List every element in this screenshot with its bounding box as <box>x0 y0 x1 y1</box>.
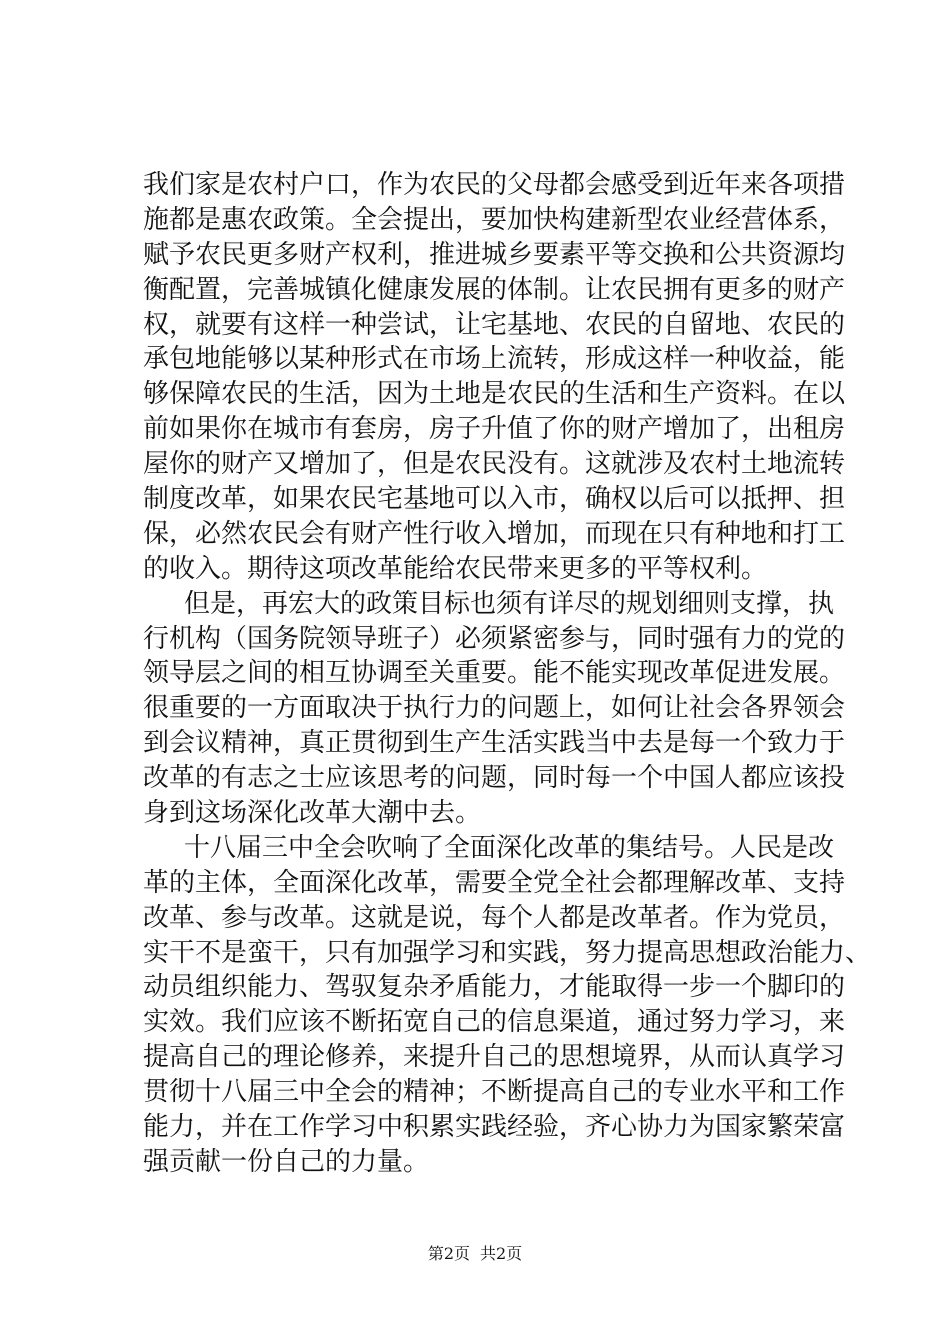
text-line: 强贡献一份自己的力量。 <box>143 1146 430 1177</box>
text-line: 动员组织能力、驾驭复杂矛盾能力，才能取得一步一个脚印的 <box>143 972 846 1003</box>
page-number-current: 第2页 <box>427 1244 470 1263</box>
text-line: 赋予农民更多财产权利，推进城乡要素平等交换和公共资源均 <box>143 239 846 270</box>
page-number-total: 共2页 <box>480 1244 523 1263</box>
text-line: 施都是惠农政策。全会提出，要加快构建新型农业经营体系， <box>143 204 846 235</box>
document-body <box>143 168 872 1180</box>
text-line: 衡配置，完善城镇化健康发展的体制。让农民拥有更多的财产 <box>143 274 846 305</box>
text-line: 屋你的财产又增加了，但是农民没有。这就涉及农村土地流转 <box>143 449 846 480</box>
paragraph-2 <box>143 587 846 831</box>
text-line: 承包地能够以某种形式在市场上流转，形成这样一种收益，能 <box>143 344 846 375</box>
text-line: 很重要的一方面取决于执行力的问题上，如何让社会各界领会 <box>143 693 846 724</box>
text-line: 我们家是农村户口，作为农民的父母都会感受到近年来各项措 <box>143 170 846 200</box>
page-footer <box>0 1244 950 1264</box>
text-line: 提高自己的理论修养，来提升自己的思想境界，从而认真学习 <box>143 1042 846 1073</box>
text-line: 够保障农民的生活，因为土地是农民的生活和生产资料。在以 <box>143 379 846 410</box>
paragraph-3 <box>143 831 872 1180</box>
text-line: 十八届三中全会吹响了全面深化改革的集结号。人民是改 <box>184 832 835 863</box>
text-line: 贯彻十八届三中全会的精神；不断提高自己的专业水平和工作 <box>143 1077 846 1108</box>
text-line: 革的主体，全面深化改革，需要全党全社会都理解改革、支持 <box>143 867 846 898</box>
text-line: 但是，再宏大的政策目标也须有详尽的规划细则支撑，执 <box>184 588 835 619</box>
text-line: 保，必然农民会有财产性行收入增加，而现在只有种地和打工 <box>143 518 846 549</box>
text-line: 前如果你在城市有套房，房子升值了你的财产增加了，出租房 <box>143 414 846 445</box>
text-line: 实效。我们应该不断拓宽自己的信息渠道，通过努力学习，来 <box>143 1007 846 1038</box>
text-line: 权，就要有这样一种尝试，让宅基地、农民的自留地、农民的 <box>143 309 846 340</box>
text-line: 到会议精神，真正贯彻到生产生活实践当中去是每一个致力于 <box>143 728 846 759</box>
text-line: 行机构（国务院领导班子）必须紧密参与，同时强有力的党的 <box>143 623 846 654</box>
text-line: 实干不是蛮干，只有加强学习和实践，努力提高思想政治能力、 <box>143 937 872 968</box>
text-line: 改革的有志之士应该思考的问题，同时每一个中国人都应该投 <box>143 763 846 794</box>
text-line: 制度改革，如果农民宅基地可以入市，确权以后可以抵押、担 <box>143 484 846 515</box>
text-line: 改革、参与改革。这就是说，每个人都是改革者。作为党员， <box>143 902 846 933</box>
text-line: 领导层之间的相互协调至关重要。能不能实现改革促进发展。 <box>143 658 846 689</box>
text-line: 能力，并在工作学习中积累实践经验，齐心协力为国家繁荣富 <box>143 1112 846 1143</box>
paragraph-1 <box>143 168 846 587</box>
text-line: 身到这场深化改革大潮中去。 <box>143 798 482 829</box>
text-line: 的收入。期待这项改革能给农民带来更多的平等权利。 <box>143 553 768 584</box>
